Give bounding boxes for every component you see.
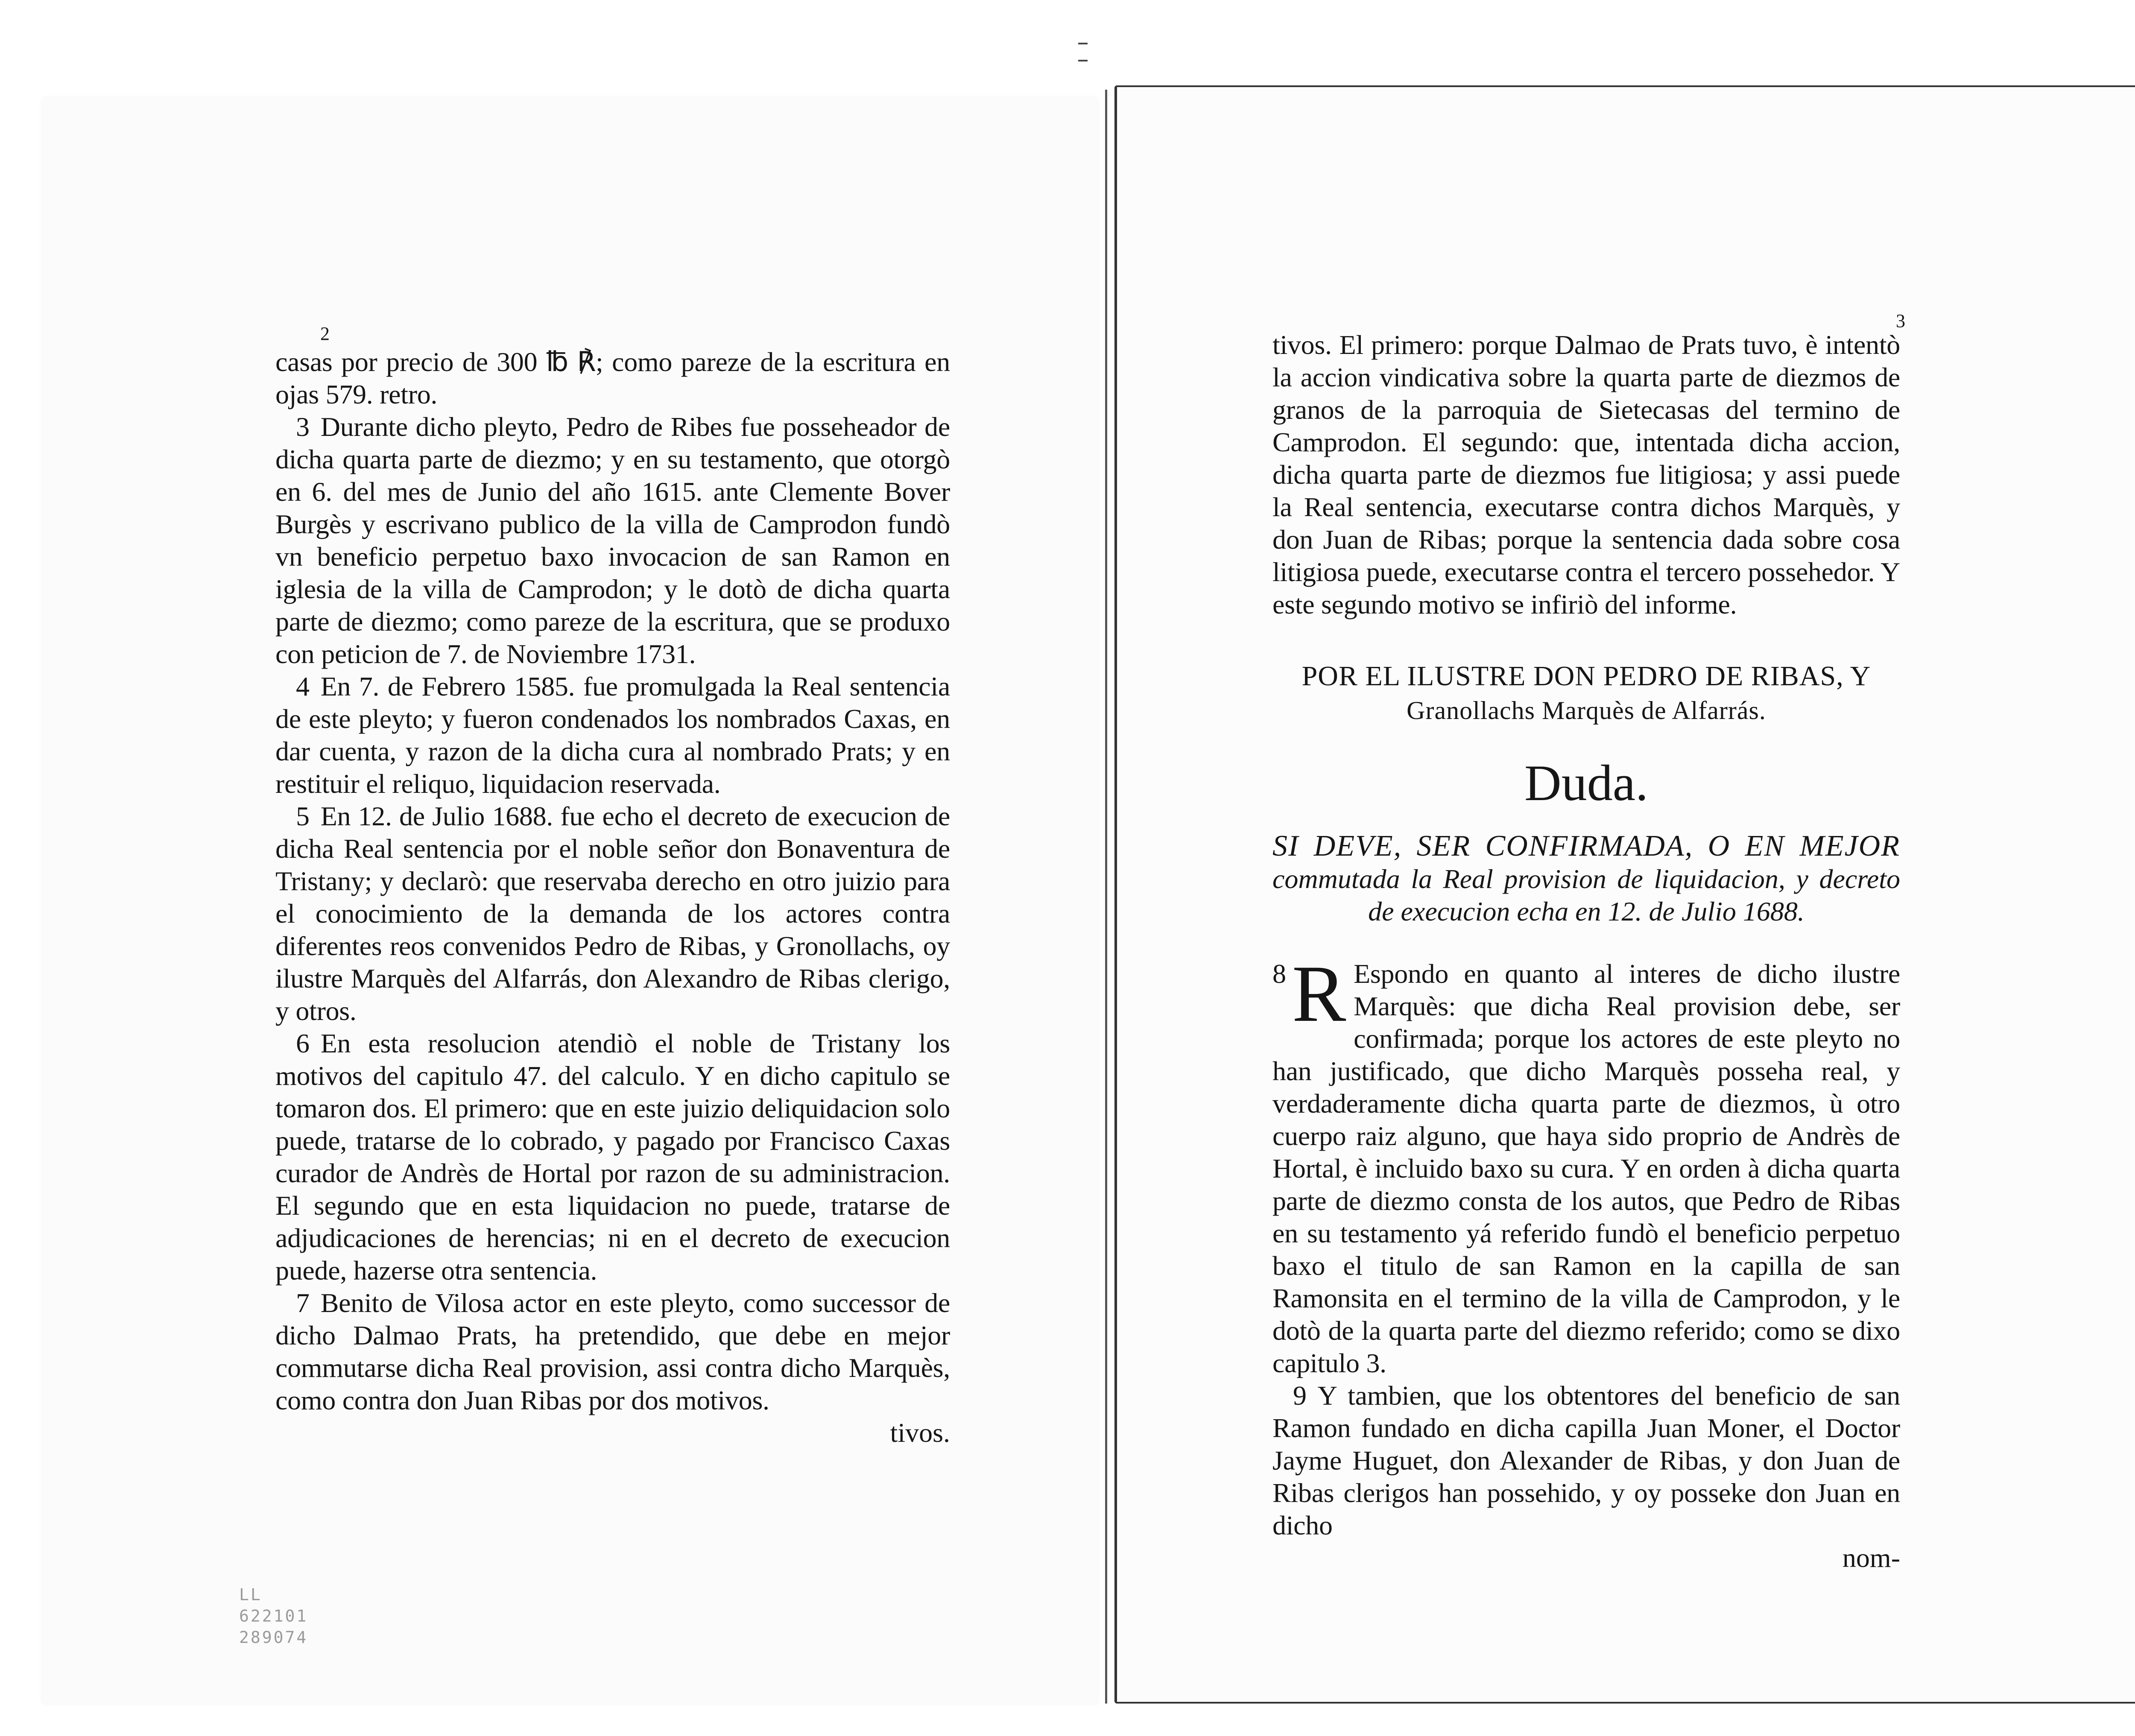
paragraph-text: tivos. El primero: porque Dalmao de Prats tuvo, è intentò la accion vindicativa sobre la quarta parte de diezmos de granos de la parroquia de Sietecasas del termino de Camprodon. El segundo: que, intentada dicha accion, dicha quarta parte de diezmos fue litigiosa; y assi puede la Real sentencia, executarse contra dichos Marquès, y don Juan de Ribas; porque la sentencia dada sobre cosa litigiosa puede, executarse contra el tercero possehedor. Y este segundo motivo se infiriò del informe. — [1272, 330, 1900, 620]
paragraph-number: 4 — [296, 671, 310, 701]
party-heading-line2: Granollachs Marquès de Alfarrás. — [1407, 696, 1766, 725]
paragraph-number: 5 — [296, 801, 310, 831]
library-shelfmark: LL 622101 289074 — [239, 1585, 308, 1647]
left-folio-number: 2 — [320, 323, 330, 344]
catchword: nom- — [1842, 1543, 1900, 1573]
paragraph-number: 3 — [296, 412, 310, 442]
paragraph-7-cont — [1272, 329, 1900, 621]
left-text-column — [275, 329, 950, 1449]
paragraph-text: casas por precio de 300 ℔ ℟; como pareze de la escritura en ojas 579. retro. — [275, 347, 950, 409]
right-text-column — [1272, 329, 1900, 1574]
party-heading-line1: POR EL ILUSTRE DON PEDRO DE RIBAS, Y — [1301, 660, 1871, 692]
paragraph-3 — [275, 411, 950, 670]
right-folio-number: 3 — [1896, 310, 1905, 331]
paragraph-number: 6 — [296, 1028, 310, 1058]
paragraph-number: 7 — [296, 1288, 310, 1318]
catchword: tivos. — [890, 1417, 950, 1448]
paragraph-number: 8 — [1272, 959, 1286, 989]
question-rest: commutada la Real provision de liquidacion, y decreto de execucion echa en 12. de Julio 1688. — [1272, 864, 1900, 926]
paragraph-5 — [275, 800, 950, 1027]
section-title: Duda. — [1524, 754, 1648, 811]
question-caps: SI DEVE, SER CONFIRMADA, O EN MEJOR — [1272, 830, 1900, 862]
paragraph-number: 9 — [1293, 1380, 1307, 1411]
gutter — [1105, 90, 1107, 1704]
paragraph-text: En esta resolucion atendiò el noble de Tristany los motivos del capitulo 47. del calculo. Y en dicho capitulo se tomaron dos. El primero: que en este juizio deliquidacion solo puede, tratarse de lo cobrado, y pagado por Francisco Caxas curador de Andrès de Hortal por razon de su administracion. El segundo que en esta liquidacion no puede, tratarse de adjudicaciones de herencias; ni en el decreto de execucion puede, hazerse otra sentencia. — [275, 1028, 950, 1286]
paragraph-text: Y tambien, que los obtentores del beneficio de san Ramon fundado en dicha capilla Juan Moner, el Doctor Jayme Huguet, don Alexander de Ribas, y don Juan de Ribas clerigos han possehido, y oy posseke don Juan en dicho — [1272, 1380, 1900, 1540]
paragraph-text: Benito de Vilosa actor en este pleyto, como successor de dicho Dalmao Prats, ha pretendido, que debe en mejor commutarse dicha Real provision, assi contra dicho Marquès, como contra don Juan Ribas por dos motivos. — [275, 1288, 950, 1415]
paragraph-text: Durante dicho pleyto, Pedro de Ribes fue posseheador de dicha quarta parte de diezmo; y en su testamento, que otorgò en 6. del mes de Junio del año 1615. ante Clemente Bover Burgès y escrivano publico de la villa de Camprodon fundò vn beneficio perpetuo baxo invocacion de san Ramon en iglesia de la villa de Camprodon; y le dotò de dicha quarta parte de diezmo; como pareze de la escritura, que se produxo con peticion de 7. de Noviembre 1731. — [275, 412, 950, 669]
paragraph-4 — [275, 670, 950, 800]
question-statement — [1272, 830, 1900, 928]
paragraph-6 — [275, 1027, 950, 1287]
party-heading — [1272, 659, 1900, 728]
paragraph-text: En 7. de Febrero 1585. fue promulgada la Real sentencia de este pleyto; y fueron condenados los nombrados Caxas, en dar cuenta, y razon de la dicha cura al nombrado Prats; y en restituir el reliquo, liquidacion reservada. — [275, 671, 950, 799]
spine-mark — [1078, 60, 1088, 61]
paragraph-text: Espondo en quanto al interes de dicho ilustre Marquès: que dicha Real provision debe, ser confirmada; porque los actores de este pleyto no han justificado, que dicho Marquès posseha real, y verdaderamente dicha quarta parte de diezmos, ù otro cuerpo raiz alguno, que haya sido proprio de Andrès de Hortal, è incluido baxo su cura. Y en orden à dicha quarta parte de diezmo consta de los autos, que Pedro de Ribas en su testamento yá referido fundò el beneficio perpetuo baxo el titulo de san Ramon en la capilla de san Ramonsita en el termino de la villa de Camprodon, y le dotò de la quarta parte del diezmo referido; como se dixo capitulo 3. — [1272, 959, 1900, 1378]
paragraph-8 — [1272, 949, 1900, 1379]
paragraph-text: En 12. de Julio 1688. fue echo el decreto de execucion de dicha Real sentencia por el noble señor don Bonaventura de Tristany; y declarò: que reservaba derecho en otro juizio para el conocimiento de la demanda de los actores contra diferentes reos convenidos Pedro de Ribas, y Gronollachs, oy ilustre Marquès del Alfarrás, don Alexandro de Ribas clerigo, y otros. — [275, 801, 950, 1026]
paragraph-7 — [275, 1287, 950, 1417]
paragraph-9 — [1272, 1379, 1900, 1542]
spine-mark — [1078, 43, 1088, 44]
paragraph-2-cont — [275, 346, 950, 411]
drop-capital: R — [1292, 949, 1346, 1039]
